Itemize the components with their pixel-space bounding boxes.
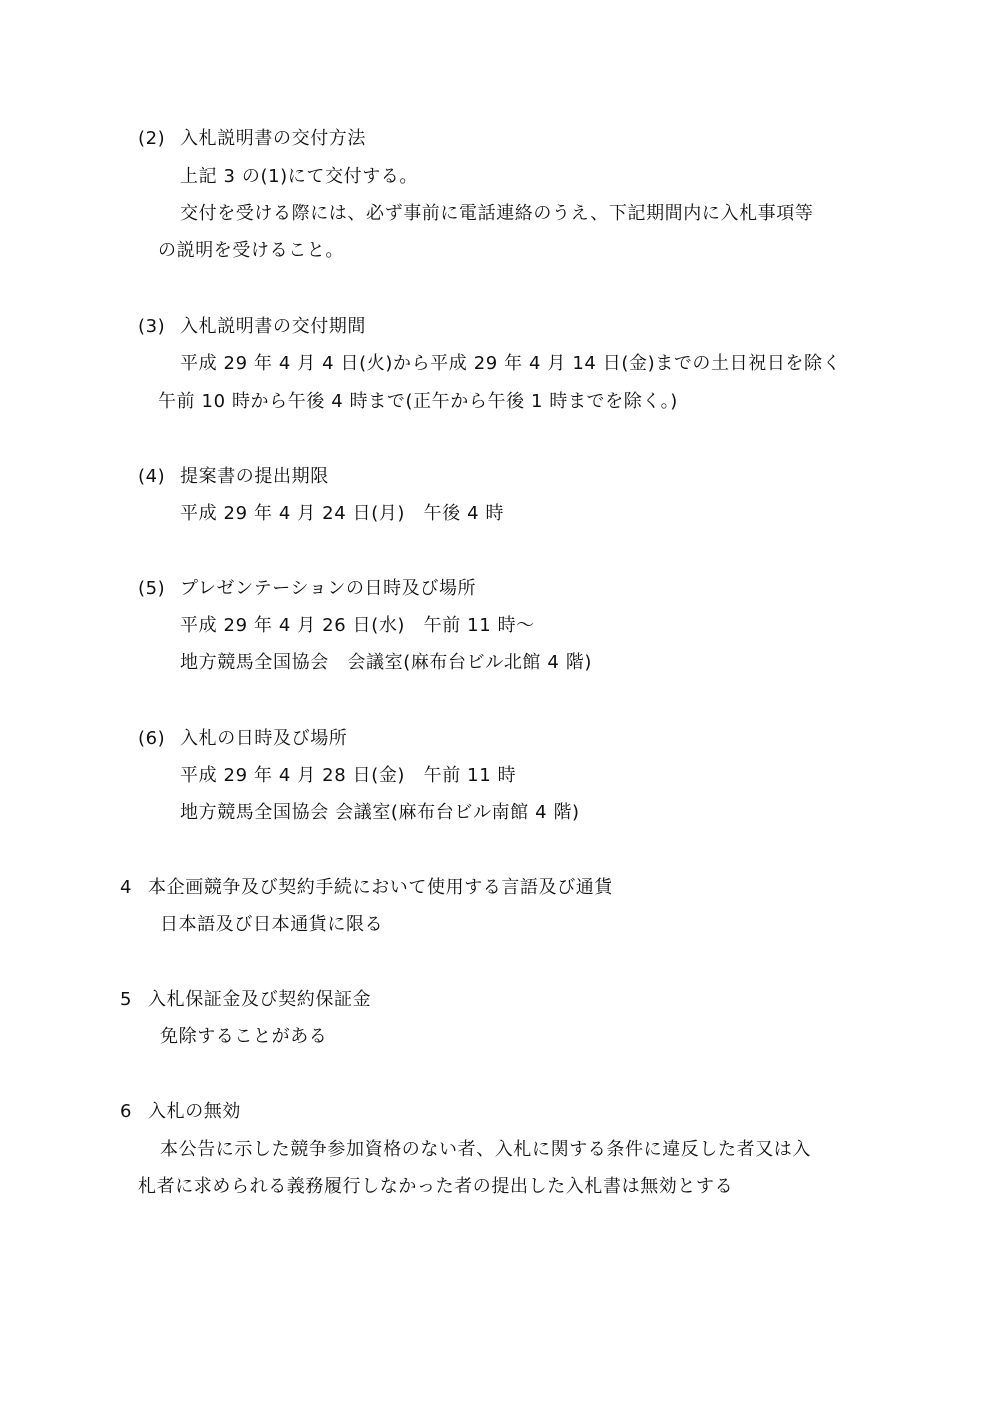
body-line: 交付を受ける際には、必ず事前に電話連絡のうえ、下記期間内に入札事項等	[180, 203, 814, 224]
section-4-heading-line	[138, 466, 329, 488]
body-line: 本公告に示した競争参加資格のない者、入札に関する条件に違反した者又は入	[160, 1139, 811, 1160]
section-heading: 入札説明書の交付方法	[180, 128, 366, 149]
section-heading: 入札の日時及び場所	[180, 728, 348, 749]
body-line: 平成 29 年 4 月 26 日(水) 午前 11 時～	[180, 615, 535, 636]
section-5-heading-line	[138, 578, 476, 600]
body-line: 地方競馬全国協会 会議室(麻布台ビル南館 4 階)	[180, 802, 580, 823]
body-line: 札者に求められる義務履行しなかった者の提出した入札書は無効とする	[138, 1176, 734, 1197]
top-section-4-heading-line	[120, 877, 613, 899]
section-heading: 提案書の提出期限	[180, 466, 329, 487]
section-heading: プレゼンテーションの日時及び場所	[180, 578, 477, 599]
section-number: 6	[120, 1101, 133, 1122]
body-line: 平成 29 年 4 月 24 日(月) 午後 4 時	[180, 503, 505, 524]
section-heading: 本企画競争及び契約手続において使用する言語及び通貨	[148, 877, 613, 898]
section-heading: 入札の無効	[148, 1101, 241, 1122]
body-line: 午前 10 時から午後 4 時まで(正午から午後 1 時までを除く。)	[158, 391, 678, 412]
body-line: 地方競馬全国協会 会議室(麻布台ビル北館 4 階)	[180, 652, 592, 673]
body-line: 日本語及び日本通貨に限る	[160, 914, 384, 935]
section-number: 4	[120, 877, 133, 898]
top-section-5-heading-line	[120, 989, 371, 1011]
section-heading: 入札保証金及び契約保証金	[148, 989, 372, 1010]
section-6-heading-line	[138, 728, 347, 750]
top-section-6-heading-line	[120, 1101, 241, 1123]
section-2-heading-line	[138, 128, 366, 150]
section-number: (3)	[138, 316, 166, 337]
section-number: (2)	[138, 128, 166, 149]
body-line: の説明を受けること。	[158, 240, 344, 261]
body-line: 上記 3 の(1)にて交付する。	[180, 166, 418, 187]
section-3-heading-line	[138, 316, 366, 338]
body-line: 平成 29 年 4 月 28 日(金) 午前 11 時	[180, 765, 517, 786]
section-number: (5)	[138, 578, 166, 599]
section-number: (6)	[138, 728, 166, 749]
body-line: 免除することがある	[160, 1026, 328, 1047]
body-line: 平成 29 年 4 月 4 日(火)から平成 29 年 4 月 14 日(金)までの土日祝日を除く	[180, 353, 842, 374]
section-number: (4)	[138, 466, 166, 487]
section-heading: 入札説明書の交付期間	[180, 316, 366, 337]
section-number: 5	[120, 989, 133, 1010]
